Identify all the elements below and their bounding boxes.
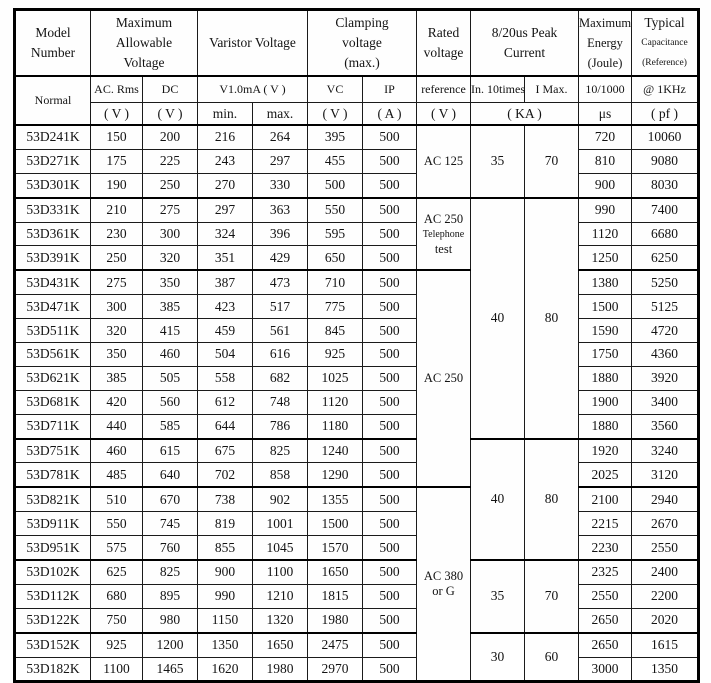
cell-varistor-max: 1650: [253, 633, 308, 657]
cell-ip: 500: [363, 390, 417, 414]
cell-varistor-min: 558: [198, 366, 253, 390]
table-row: [15, 270, 699, 294]
cell-vc: 710: [308, 270, 363, 294]
cell-varistor-max: 786: [253, 414, 308, 438]
cell-energy: 990: [579, 198, 632, 222]
cell-energy: 1120: [579, 222, 632, 246]
cell-energy: 2325: [579, 560, 632, 584]
cell-energy: 1880: [579, 414, 632, 438]
header-reference: reference: [417, 76, 471, 103]
cell-ac-rms: 350: [91, 343, 143, 367]
table-row: [15, 125, 699, 149]
table-row: [15, 246, 699, 270]
table-row: [15, 608, 699, 632]
cell-energy: 900: [579, 173, 632, 197]
header-vc: VC: [308, 76, 363, 103]
cell-dc: 275: [143, 198, 198, 222]
header-row-main: [15, 10, 699, 77]
cell-ac-rms: 510: [91, 487, 143, 511]
cell-dc: 320: [143, 246, 198, 270]
cell-in-10times: 35: [471, 560, 525, 633]
cell-ip: 500: [363, 487, 417, 511]
cell-ip: 500: [363, 198, 417, 222]
cell-energy: 2215: [579, 512, 632, 536]
cell-ac-rms: 680: [91, 584, 143, 608]
cell-ip: 500: [363, 343, 417, 367]
table-row: [15, 149, 699, 173]
cell-varistor-min: 216: [198, 125, 253, 149]
cell-ac-rms: 320: [91, 319, 143, 343]
header-peak-current: 8/20us Peak Current: [471, 10, 579, 77]
cell-i-max: 80: [525, 198, 579, 439]
cell-dc: 670: [143, 487, 198, 511]
cell-capacitance: 1615: [632, 633, 699, 657]
cell-energy: 2025: [579, 463, 632, 487]
cell-dc: 460: [143, 343, 198, 367]
cell-varistor-min: 1350: [198, 633, 253, 657]
cell-capacitance: 5250: [632, 270, 699, 294]
cell-varistor-min: 702: [198, 463, 253, 487]
cell-ip: 500: [363, 633, 417, 657]
cell-varistor-min: 819: [198, 512, 253, 536]
header-in-10times: In. 10times: [471, 76, 525, 103]
cell-energy: 1880: [579, 366, 632, 390]
cell-dc: 415: [143, 319, 198, 343]
cell-ip: 500: [363, 222, 417, 246]
header-max: max.: [253, 103, 308, 126]
cell-dc: 825: [143, 560, 198, 584]
cell-model: 53D471K: [15, 295, 91, 319]
cell-model: 53D331K: [15, 198, 91, 222]
cell-ip: 500: [363, 270, 417, 294]
cell-i-max: 70: [525, 125, 579, 198]
cell-vc: 1650: [308, 560, 363, 584]
header-rated-voltage: Rated voltage: [417, 10, 471, 77]
table-row: [15, 319, 699, 343]
cell-i-max: 70: [525, 560, 579, 633]
cell-varistor-min: 351: [198, 246, 253, 270]
unit-v-dc: ( V ): [143, 103, 198, 126]
cell-ac-rms: 485: [91, 463, 143, 487]
cell-capacitance: 2020: [632, 608, 699, 632]
cell-capacitance: 3560: [632, 414, 699, 438]
header-ip: IP: [363, 76, 417, 103]
cell-capacitance: 3920: [632, 366, 699, 390]
cell-vc: 1120: [308, 390, 363, 414]
cell-vc: 1500: [308, 512, 363, 536]
cell-model: 53D182K: [15, 657, 91, 682]
cell-model: 53D152K: [15, 633, 91, 657]
header-model-line: Number: [30, 45, 76, 60]
cell-ip: 500: [363, 125, 417, 149]
cell-varistor-max: 396: [253, 222, 308, 246]
cell-model: 53D751K: [15, 439, 91, 463]
cell-model: 53D271K: [15, 149, 91, 173]
cell-rated-voltage: AC 250 Telephone test: [417, 198, 471, 271]
cell-dc: 895: [143, 584, 198, 608]
cell-dc: 300: [143, 222, 198, 246]
cell-varistor-min: 423: [198, 295, 253, 319]
cell-ip: 500: [363, 512, 417, 536]
cell-dc: 1465: [143, 657, 198, 682]
cell-energy: 2650: [579, 608, 632, 632]
cell-energy: 2650: [579, 633, 632, 657]
table-header: [15, 10, 699, 126]
cell-ac-rms: 150: [91, 125, 143, 149]
cell-varistor-min: 270: [198, 173, 253, 197]
unit-v-vc: ( V ): [308, 103, 363, 126]
cell-capacitance: 2550: [632, 536, 699, 560]
cell-varistor-min: 387: [198, 270, 253, 294]
cell-varistor-max: 682: [253, 366, 308, 390]
cell-varistor-max: 297: [253, 149, 308, 173]
table-row: [15, 198, 699, 222]
unit-us: μs: [579, 103, 632, 126]
cell-capacitance: 2670: [632, 512, 699, 536]
cell-energy: 1920: [579, 439, 632, 463]
cell-vc: 845: [308, 319, 363, 343]
table-row: [15, 366, 699, 390]
cell-model: 53D122K: [15, 608, 91, 632]
header-max-energy: Maximum Energy (Joule): [579, 10, 632, 77]
cell-dc: 745: [143, 512, 198, 536]
cell-energy: 1250: [579, 246, 632, 270]
cell-varistor-max: 1100: [253, 560, 308, 584]
table-row: [15, 222, 699, 246]
cell-capacitance: 6680: [632, 222, 699, 246]
cell-ac-rms: 625: [91, 560, 143, 584]
cell-model: 53D511K: [15, 319, 91, 343]
cell-model: 53D711K: [15, 414, 91, 438]
cell-energy: 1500: [579, 295, 632, 319]
cell-varistor-max: 517: [253, 295, 308, 319]
cell-energy: 2100: [579, 487, 632, 511]
cell-model: 53D621K: [15, 366, 91, 390]
cell-ac-rms: 190: [91, 173, 143, 197]
cell-varistor-min: 900: [198, 560, 253, 584]
header-max-allowable-voltage: Maximum Allowable Voltage: [91, 10, 198, 77]
cell-energy: 720: [579, 125, 632, 149]
cell-vc: 395: [308, 125, 363, 149]
cell-ip: 500: [363, 246, 417, 270]
header-row-units: [15, 103, 699, 126]
cell-model: 53D431K: [15, 270, 91, 294]
cell-ip: 500: [363, 439, 417, 463]
table-row: [15, 487, 699, 511]
cell-ac-rms: 575: [91, 536, 143, 560]
cell-rated-voltage: AC 125: [417, 125, 471, 198]
cell-varistor-max: 264: [253, 125, 308, 149]
cell-vc: 650: [308, 246, 363, 270]
cell-energy: 2230: [579, 536, 632, 560]
table-row: [15, 536, 699, 560]
cell-model: 53D102K: [15, 560, 91, 584]
cell-capacitance: 9080: [632, 149, 699, 173]
header-v1ma: V1.0mA ( V ): [198, 76, 308, 103]
cell-in-10times: 40: [471, 198, 525, 439]
cell-model: 53D821K: [15, 487, 91, 511]
cell-ip: 500: [363, 149, 417, 173]
table-row: [15, 414, 699, 438]
cell-model: 53D301K: [15, 173, 91, 197]
cell-vc: 2970: [308, 657, 363, 682]
cell-vc: 775: [308, 295, 363, 319]
cell-ac-rms: 250: [91, 246, 143, 270]
cell-vc: 1355: [308, 487, 363, 511]
header-typical-capacitance: Typical Capacitance (Reference): [632, 10, 699, 77]
cell-in-10times: 35: [471, 125, 525, 198]
cell-capacitance: 2940: [632, 487, 699, 511]
cell-capacitance: 3240: [632, 439, 699, 463]
cell-varistor-min: 324: [198, 222, 253, 246]
cell-rated-voltage: AC 380 or G: [417, 487, 471, 682]
cell-ac-rms: 275: [91, 270, 143, 294]
table-row: [15, 560, 699, 584]
cell-ip: 500: [363, 463, 417, 487]
cell-vc: 1570: [308, 536, 363, 560]
cell-capacitance: 3400: [632, 390, 699, 414]
cell-vc: 550: [308, 198, 363, 222]
cell-capacitance: 8030: [632, 173, 699, 197]
cell-varistor-min: 459: [198, 319, 253, 343]
cell-varistor-max: 616: [253, 343, 308, 367]
cell-varistor-max: 561: [253, 319, 308, 343]
table-row: [15, 512, 699, 536]
cell-capacitance: 1350: [632, 657, 699, 682]
cell-capacitance: 2200: [632, 584, 699, 608]
cell-varistor-min: 990: [198, 584, 253, 608]
cell-energy: 810: [579, 149, 632, 173]
cell-ac-rms: 300: [91, 295, 143, 319]
cell-dc: 760: [143, 536, 198, 560]
cell-capacitance: 2400: [632, 560, 699, 584]
cell-dc: 250: [143, 173, 198, 197]
cell-ac-rms: 440: [91, 414, 143, 438]
cell-varistor-min: 504: [198, 343, 253, 367]
table-row: [15, 633, 699, 657]
cell-varistor-min: 855: [198, 536, 253, 560]
cell-dc: 640: [143, 463, 198, 487]
cell-vc: 455: [308, 149, 363, 173]
cell-capacitance: 5125: [632, 295, 699, 319]
cell-dc: 615: [143, 439, 198, 463]
cell-energy: 1380: [579, 270, 632, 294]
header-dc: DC: [143, 76, 198, 103]
cell-vc: 2475: [308, 633, 363, 657]
cell-model: 53D391K: [15, 246, 91, 270]
cell-vc: 1290: [308, 463, 363, 487]
cell-ip: 500: [363, 295, 417, 319]
cell-varistor-max: 748: [253, 390, 308, 414]
cell-varistor-max: 1045: [253, 536, 308, 560]
table-row: [15, 657, 699, 682]
cell-varistor-max: 429: [253, 246, 308, 270]
cell-varistor-max: 858: [253, 463, 308, 487]
cell-energy: 1590: [579, 319, 632, 343]
cell-vc: 595: [308, 222, 363, 246]
cell-varistor-max: 363: [253, 198, 308, 222]
cell-dc: 350: [143, 270, 198, 294]
cell-vc: 925: [308, 343, 363, 367]
unit-ka: ( KA ): [471, 103, 579, 126]
cell-dc: 505: [143, 366, 198, 390]
cell-ip: 500: [363, 319, 417, 343]
cell-varistor-min: 1620: [198, 657, 253, 682]
cell-varistor-max: 1001: [253, 512, 308, 536]
cell-model: 53D911K: [15, 512, 91, 536]
cell-varistor-max: 1210: [253, 584, 308, 608]
cell-ip: 500: [363, 173, 417, 197]
cell-dc: 225: [143, 149, 198, 173]
cell-ac-rms: 1100: [91, 657, 143, 682]
unit-v-reference: ( V ): [417, 103, 471, 126]
cell-varistor-min: 675: [198, 439, 253, 463]
cell-varistor-max: 330: [253, 173, 308, 197]
cell-model: 53D112K: [15, 584, 91, 608]
cell-capacitance: 3120: [632, 463, 699, 487]
table-row: [15, 584, 699, 608]
cell-rated-voltage: AC 250: [417, 270, 471, 487]
cell-ip: 500: [363, 608, 417, 632]
header-at-1khz: @ 1KHz: [632, 76, 699, 103]
header-clamping-voltage: Clamping voltage (max.): [308, 10, 417, 77]
cell-model: 53D681K: [15, 390, 91, 414]
header-row-sub: [15, 76, 699, 103]
header-model-line: Model: [35, 25, 71, 40]
cell-varistor-min: 297: [198, 198, 253, 222]
cell-dc: 560: [143, 390, 198, 414]
cell-vc: 1980: [308, 608, 363, 632]
header-normal: Normal: [15, 76, 91, 125]
cell-in-10times: 40: [471, 439, 525, 560]
header-min: min.: [198, 103, 253, 126]
cell-vc: 1025: [308, 366, 363, 390]
cell-capacitance: 4360: [632, 343, 699, 367]
cell-ip: 500: [363, 536, 417, 560]
cell-ip: 500: [363, 584, 417, 608]
cell-ac-rms: 175: [91, 149, 143, 173]
cell-dc: 980: [143, 608, 198, 632]
cell-ac-rms: 230: [91, 222, 143, 246]
cell-varistor-min: 644: [198, 414, 253, 438]
cell-varistor-min: 738: [198, 487, 253, 511]
cell-varistor-max: 1980: [253, 657, 308, 682]
header-i-max: I Max.: [525, 76, 579, 103]
cell-vc: 1240: [308, 439, 363, 463]
cell-energy: 1750: [579, 343, 632, 367]
cell-varistor-min: 612: [198, 390, 253, 414]
cell-i-max: 60: [525, 633, 579, 682]
header-10-1000: 10/1000: [579, 76, 632, 103]
cell-varistor-max: 825: [253, 439, 308, 463]
unit-pf: ( pf ): [632, 103, 699, 126]
cell-dc: 1200: [143, 633, 198, 657]
cell-vc: 500: [308, 173, 363, 197]
unit-a-ip: ( A ): [363, 103, 417, 126]
cell-energy: 3000: [579, 657, 632, 682]
table-row: [15, 390, 699, 414]
cell-dc: 200: [143, 125, 198, 149]
cell-ip: 500: [363, 560, 417, 584]
header-ac-rms: AC. Rms: [91, 76, 143, 103]
cell-model: 53D241K: [15, 125, 91, 149]
cell-varistor-min: 243: [198, 149, 253, 173]
cell-model: 53D951K: [15, 536, 91, 560]
cell-varistor-max: 473: [253, 270, 308, 294]
cell-ac-rms: 210: [91, 198, 143, 222]
table-row: [15, 343, 699, 367]
table-row: [15, 463, 699, 487]
cell-dc: 585: [143, 414, 198, 438]
cell-in-10times: 30: [471, 633, 525, 682]
cell-dc: 385: [143, 295, 198, 319]
cell-ac-rms: 385: [91, 366, 143, 390]
cell-vc: 1180: [308, 414, 363, 438]
table-body: [15, 125, 699, 682]
cell-capacitance: 6250: [632, 246, 699, 270]
cell-vc: 1815: [308, 584, 363, 608]
cell-capacitance: 4720: [632, 319, 699, 343]
cell-i-max: 80: [525, 439, 579, 560]
cell-energy: 2550: [579, 584, 632, 608]
cell-ac-rms: 925: [91, 633, 143, 657]
header-model-number: [15, 10, 91, 77]
cell-ip: 500: [363, 657, 417, 682]
header-varistor-voltage: Varistor Voltage: [198, 10, 308, 77]
cell-varistor-max: 902: [253, 487, 308, 511]
cell-varistor-min: 1150: [198, 608, 253, 632]
cell-model: 53D781K: [15, 463, 91, 487]
cell-ac-rms: 750: [91, 608, 143, 632]
unit-v-acrms: ( V ): [91, 103, 143, 126]
cell-capacitance: 7400: [632, 198, 699, 222]
table-row: [15, 439, 699, 463]
cell-model: 53D561K: [15, 343, 91, 367]
cell-ac-rms: 550: [91, 512, 143, 536]
table-row: [15, 173, 699, 197]
cell-ac-rms: 460: [91, 439, 143, 463]
table-row: [15, 295, 699, 319]
cell-capacitance: 10060: [632, 125, 699, 149]
cell-ip: 500: [363, 366, 417, 390]
cell-ip: 500: [363, 414, 417, 438]
cell-ac-rms: 420: [91, 390, 143, 414]
varistor-spec-table: [13, 8, 700, 683]
cell-energy: 1900: [579, 390, 632, 414]
cell-model: 53D361K: [15, 222, 91, 246]
cell-varistor-max: 1320: [253, 608, 308, 632]
